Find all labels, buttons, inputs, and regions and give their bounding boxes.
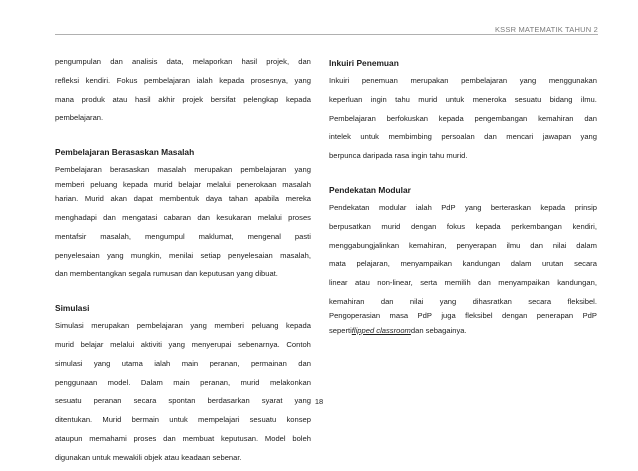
inkuiri-paragraph — [329, 75, 597, 169]
text-line: mata pelajaran, menyampaikan kandungan dalam urutan secara — [329, 259, 597, 269]
text-line: penyelesaian yang mungkin, menilai setiap penyelesaian masalah, — [55, 250, 311, 260]
text-line: murid belajar melalui aktiviti yang menyerupai sebenarnya. Contoh — [55, 339, 311, 349]
header-title: KSSR MATEMATIK TAHUN 2 — [494, 25, 598, 34]
right-column — [329, 56, 597, 344]
heading-simulasi: Simulasi — [55, 303, 90, 314]
text-line: Pembelajaran berasaskan masalah merupakan pembelajaran yang — [55, 165, 311, 175]
text-line: Simulasi merupakan pembelajaran yang memberi peluang kepada — [55, 321, 311, 331]
text-line: pengumpulan dan analisis data, melaporkan hasil projek, dan — [55, 57, 311, 66]
text-line: refleksi kendiri. Fokus pembelajaran ialah kepada prosesnya, yang — [55, 75, 311, 85]
pbm-paragraph — [55, 164, 311, 287]
text-line: intelek untuk membimbing persoalan dan mencari jawapan yang — [329, 132, 597, 142]
text-line: Inkuiri penemuan merupakan pembelajaran yang menggunakan — [329, 76, 597, 85]
text-line: penggunaan model. Dalam main peranan, murid melakonkan — [55, 377, 311, 387]
heading-pbm: Pembelajaran Berasaskan Masalah — [55, 147, 195, 158]
text-line: berpusatkan murid dengan fokus kepada perkembangan kendiri, — [329, 221, 597, 231]
text-line: ditentukan. Murid bermain untuk mempelajari sesuatu konsep — [55, 415, 311, 425]
page-number: 18 — [314, 397, 324, 406]
text-line: memberi peluang kepada murid belajar melalui penerokaan masalah — [55, 179, 311, 189]
text-line: mentafsir masalah, mengumpul maklumat, mengenal pasti — [55, 231, 311, 241]
text-line: harian. Murid akan dapat membentuk daya tahan apabila mereka — [55, 194, 311, 204]
simulasi-paragraph — [55, 320, 311, 470]
text-line: menggabungjalinkan kemahiran, penyerapan ilmu dan nilai dalam — [329, 240, 597, 250]
modular-paragraph — [329, 202, 597, 344]
text-line: kemahiran dan nilai yang dihasratkan secara fleksibel. — [329, 296, 597, 306]
text-line: linear atau non-linear, serta memilih dan menyampaikan kandungan, — [329, 278, 597, 288]
text-line: dan membentangkan segala rumusan dan keputusan yang dibuat. — [55, 269, 278, 279]
text-line: simulasi yang utama ialah main peranan, permainan dan — [55, 358, 311, 368]
page-header — [55, 20, 598, 35]
text-line-mixed — [329, 325, 597, 344]
text-line: mana produk atau hasil akhir projek bersifat pelengkap kepada — [55, 94, 311, 104]
heading-modular: Pendekatan Modular — [329, 184, 411, 195]
text-line: Pembelajaran berfokuskan kepada pengembangan kemahiran dan — [329, 113, 597, 123]
text-line: ataupun memahami proses dan membuat keputusan. Model boleh — [55, 433, 311, 443]
text-line: Pengoperasian masa PdP juga fleksibel dengan penerapan PdP — [329, 311, 597, 321]
heading-inkuiri: Inkuiri Penemuan — [329, 58, 399, 68]
text-line: keperluan ingin tahu murid untuk meneroka sesuatu bidang ilmu. — [329, 94, 597, 104]
italic-term: flipped classroom — [351, 325, 411, 335]
intro-paragraph — [55, 56, 311, 131]
text-fragment: dan sebagainya. — [410, 325, 467, 335]
left-column — [55, 56, 311, 471]
text-line: Pendekatan modular ialah PdP yang berteraskan kepada prinsip — [329, 202, 597, 212]
text-line: pembelajaran. — [55, 113, 104, 123]
text-line: digunakan untuk mewakili objek atau keadaan sebenar. — [55, 452, 242, 462]
text-line: berpunca daripada rasa ingin tahu murid. — [329, 151, 468, 161]
text-fragment: seperti — [329, 325, 352, 335]
text-line: menghadapi dan mengatasi cabaran dan kesukaran melalui proses — [55, 212, 311, 222]
text-line: sesuatu peranan secara spontan berdasarkan syarat yang — [55, 396, 311, 406]
